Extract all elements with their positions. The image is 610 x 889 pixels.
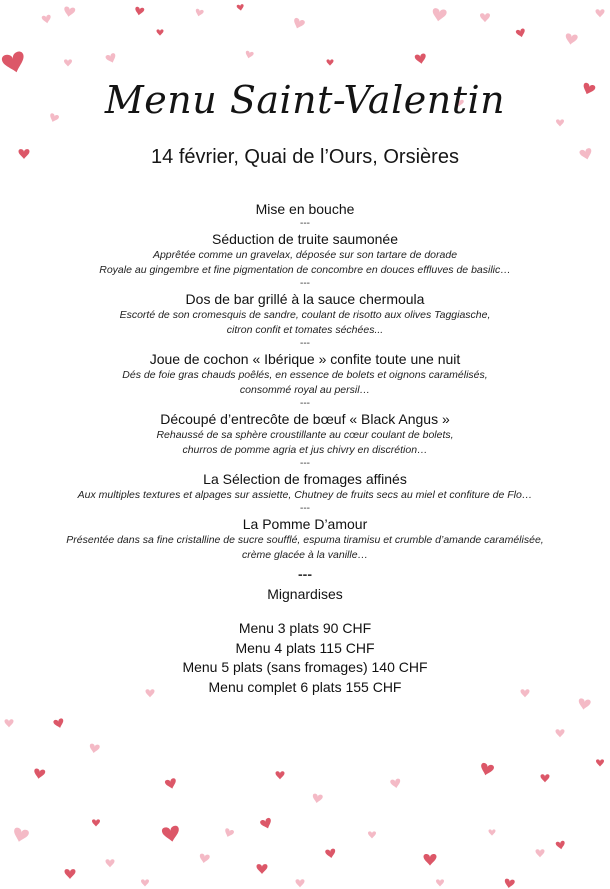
heart-icon: [134, 7, 144, 16]
course-description: Rehaussé de sa sphère croustillante au cœur coulant de bolets,: [156, 429, 454, 441]
heart-icon: [424, 854, 437, 866]
heart-icon: [157, 29, 164, 35]
heart-icon: [236, 4, 244, 11]
course-name: Dos de bar grillé à la sauce chermoula: [185, 291, 425, 307]
heart-icon: [53, 718, 65, 729]
heart-icon: [12, 827, 30, 844]
heart-icon: [414, 53, 427, 65]
heart-icon: [161, 825, 180, 843]
heart-icon: [312, 793, 323, 804]
heart-icon: [106, 859, 115, 867]
course-description: Apprêtée comme un gravelax, déposée sur son tartare de dorade: [152, 249, 458, 261]
menu-title: Menu Saint-Valentin: [104, 78, 506, 122]
heart-icon: [480, 13, 490, 22]
separator: ---: [300, 218, 310, 229]
heart-icon: [292, 17, 306, 30]
heart-icon: [515, 28, 526, 38]
heart-icon: [431, 8, 447, 23]
heart-icon: [141, 879, 149, 886]
price-line: Menu 5 plats (sans fromages) 140 CHF: [182, 659, 428, 675]
heart-icon: [33, 768, 46, 780]
heart-icon: [390, 778, 401, 789]
heart-icon: [41, 15, 51, 24]
course-description: citron confit et tomates séchées...: [226, 324, 384, 336]
course-description: Présentée dans sa fine cristalline de sucre soufflé, espuma tiramisu et crumble d’amande caramélisée,: [66, 534, 544, 546]
heart-icon: [325, 848, 336, 859]
course-name: Découpé d’entrecôte de bœuf « Black Angus »: [160, 411, 450, 427]
heart-icon: [577, 698, 591, 711]
heart-icon: [63, 6, 76, 18]
heart-icon: [260, 817, 274, 830]
heart-icon: [257, 864, 268, 874]
course-description: churros de pomme agria et jus chivry en discrétion…: [182, 444, 428, 456]
menu-subtitle: 14 février, Quai de l’Ours, Orsières: [151, 146, 459, 168]
heart-icon: [489, 829, 496, 835]
heart-icon: [65, 869, 76, 879]
separator: ---: [300, 398, 310, 409]
heart-icon: [1, 50, 27, 75]
course-name: Mise en bouche: [255, 201, 355, 217]
course-description: consommé royal au persil…: [239, 384, 371, 396]
heart-icon: [5, 719, 14, 727]
heart-icon: [536, 849, 545, 857]
course-description: Dés de foie gras chauds poêlés, en essence de bolets et oignons caramélisés,: [122, 369, 488, 381]
course-name: Séduction de truite saumonée: [211, 231, 398, 247]
mignardises-label: Mignardises: [267, 586, 343, 602]
course-description: Royale au gingembre et fine pigmentation de concombre en douces effluves de basilic…: [99, 264, 511, 276]
course-name: Joue de cochon « Ibérique » confite toute une nuit: [149, 351, 461, 367]
heart-icon: [479, 762, 495, 777]
course-name: La Pomme D’amour: [242, 516, 368, 532]
heart-icon: [555, 841, 565, 850]
heart-icon: [64, 59, 72, 66]
separator: ---: [300, 503, 310, 514]
heart-icon: [194, 8, 204, 17]
separator: ---: [300, 338, 310, 349]
separator: ---: [298, 566, 312, 582]
heart-icon: [244, 50, 254, 59]
price-line: Menu complet 6 plats 155 CHF: [208, 678, 402, 695]
separator: ---: [300, 458, 310, 469]
course-description: Escorté de son cromesquis de sandre, coulant de risotto aux olives Taggiasche,: [119, 309, 491, 321]
course-name: La Sélection de fromages affinés: [203, 471, 407, 487]
price-list: [0, 619, 610, 697]
heart-icon: [504, 878, 515, 889]
heart-icon: [564, 33, 578, 46]
course-description: Aux multiples textures et alpages sur assiette, Chutney de fruits secs au miel et confiture de Flo…: [77, 489, 533, 501]
heart-icon: [199, 853, 210, 864]
heart-icon: [541, 774, 550, 782]
heart-icon: [105, 53, 117, 65]
course-description: crème glacée à la vanille…: [241, 549, 369, 561]
heart-icon: [368, 831, 376, 838]
heart-icon: [327, 59, 334, 65]
heart-icon: [223, 828, 234, 839]
price-line: Menu 3 plats 90 CHF: [238, 620, 372, 636]
separator: ---: [300, 278, 310, 289]
heart-icon: [276, 771, 285, 779]
heart-icon: [596, 9, 605, 17]
heart-icon: [89, 743, 100, 754]
heart-icon: [436, 879, 444, 886]
heart-icon: [92, 819, 100, 826]
heart-icon: [296, 879, 305, 887]
price-line: Menu 4 plats 115 CHF: [235, 639, 375, 656]
course-list: [0, 200, 610, 697]
heart-icon: [556, 729, 565, 737]
heart-icon: [596, 759, 604, 766]
heart-icon: [164, 778, 177, 790]
